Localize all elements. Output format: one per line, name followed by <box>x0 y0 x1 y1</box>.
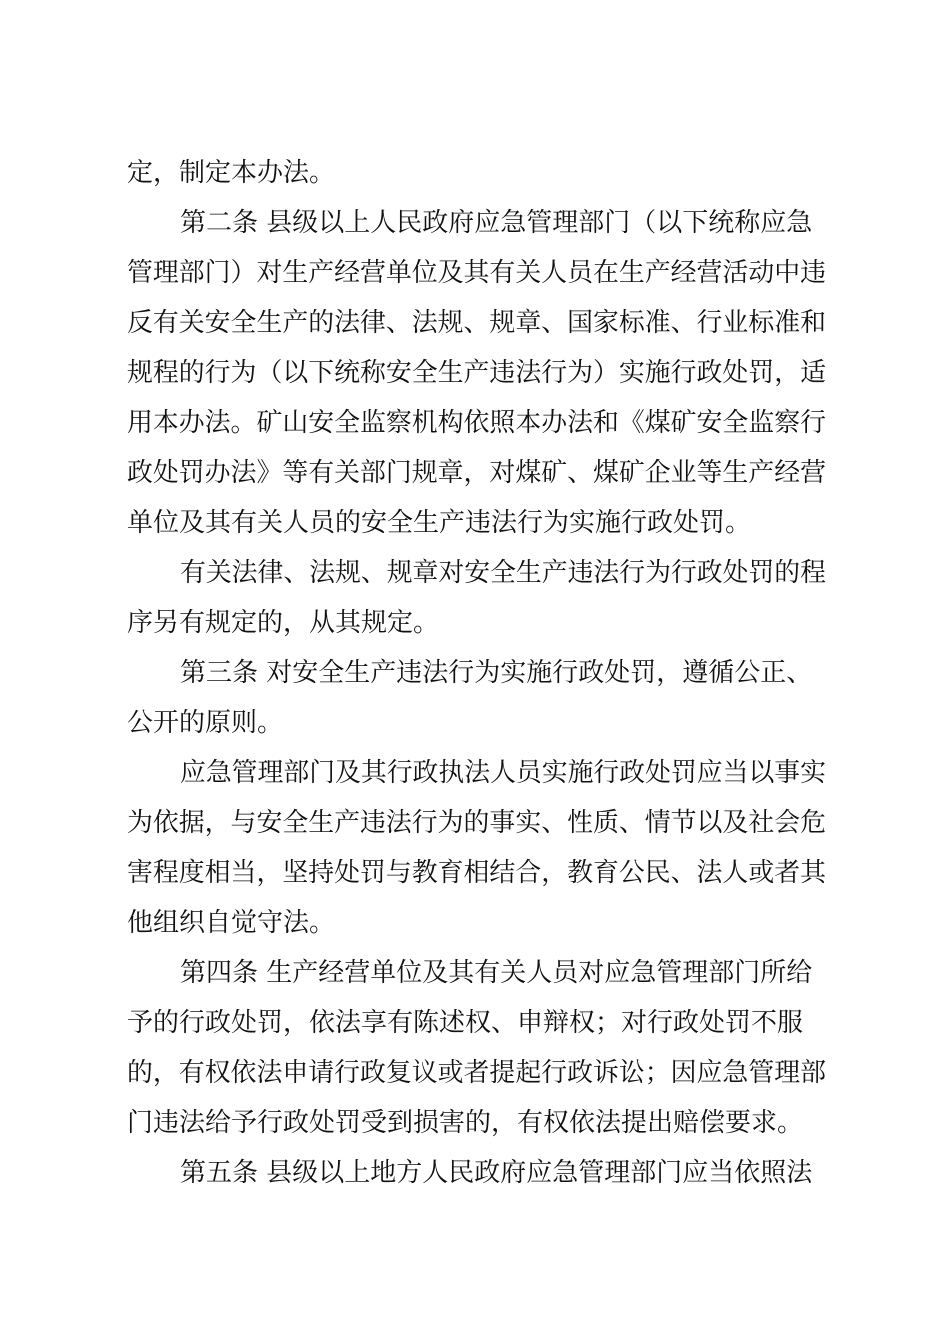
text-line <box>0 153 950 193</box>
text-line <box>0 803 950 843</box>
line-text: 公开的原则。 <box>127 708 284 738</box>
line-text: 应急管理部门及其行政执法人员实施行政处罚应当以事实 <box>180 758 826 788</box>
line-text: 序另有规定的，从其规定。 <box>127 608 440 638</box>
line-text: 用本办法。矿山安全监察机构依照本办法和《煤矿安全监察行 <box>127 408 826 438</box>
text-line <box>0 353 950 393</box>
line-text: 的，有权依法申请行政复议或者提起行政诉讼；因应急管理部 <box>127 1058 826 1088</box>
text-line <box>0 303 950 343</box>
line-text: 定，制定本办法。 <box>127 158 336 188</box>
text-line <box>0 653 950 693</box>
line-text: 为依据，与安全生产违法行为的事实、性质、情节以及社会危 <box>127 808 826 838</box>
text-line <box>0 1103 950 1143</box>
line-text: 害程度相当，坚持处罚与教育相结合，教育公民、法人或者其 <box>127 858 826 888</box>
text-line <box>0 553 950 593</box>
text-line <box>0 403 950 443</box>
text-line <box>0 503 950 543</box>
line-text: 门违法给予行政处罚受到损害的，有权依法提出赔偿要求。 <box>127 1108 804 1138</box>
line-text: 政处罚办法》等有关部门规章，对煤矿、煤矿企业等生产经营 <box>127 458 826 488</box>
line-text: 他组织自觉守法。 <box>127 908 336 938</box>
line-text: 反有关安全生产的法律、法规、规章、国家标准、行业标准和 <box>127 308 826 338</box>
line-text: 第四条 生产经营单位及其有关人员对应急管理部门所给 <box>180 958 813 988</box>
line-text: 管理部门）对生产经营单位及其有关人员在生产经营活动中违 <box>127 258 826 288</box>
line-text: 第五条 县级以上地方人民政府应急管理部门应当依照法 <box>180 1158 813 1188</box>
line-text: 第二条 县级以上人民政府应急管理部门（以下统称应急 <box>180 208 813 238</box>
text-line <box>0 603 950 643</box>
text-line <box>0 203 950 243</box>
text-line <box>0 253 950 293</box>
line-text: 予的行政处罚，依法享有陈述权、申辩权；对行政处罚不服 <box>127 1008 804 1038</box>
line-text: 第三条 对安全生产违法行为实施行政处罚，遵循公正、 <box>180 658 813 688</box>
line-text: 规程的行为（以下统称安全生产违法行为）实施行政处罚，适 <box>127 358 826 388</box>
text-line <box>0 903 950 943</box>
text-line <box>0 953 950 993</box>
text-line <box>0 753 950 793</box>
text-line <box>0 853 950 893</box>
line-text: 单位及其有关人员的安全生产违法行为实施行政处罚。 <box>127 508 752 538</box>
text-line <box>0 1003 950 1043</box>
text-line <box>0 703 950 743</box>
line-text: 有关法律、法规、规章对安全生产违法行为行政处罚的程 <box>180 558 826 588</box>
text-line <box>0 1153 950 1193</box>
text-line <box>0 453 950 493</box>
text-line <box>0 1053 950 1093</box>
